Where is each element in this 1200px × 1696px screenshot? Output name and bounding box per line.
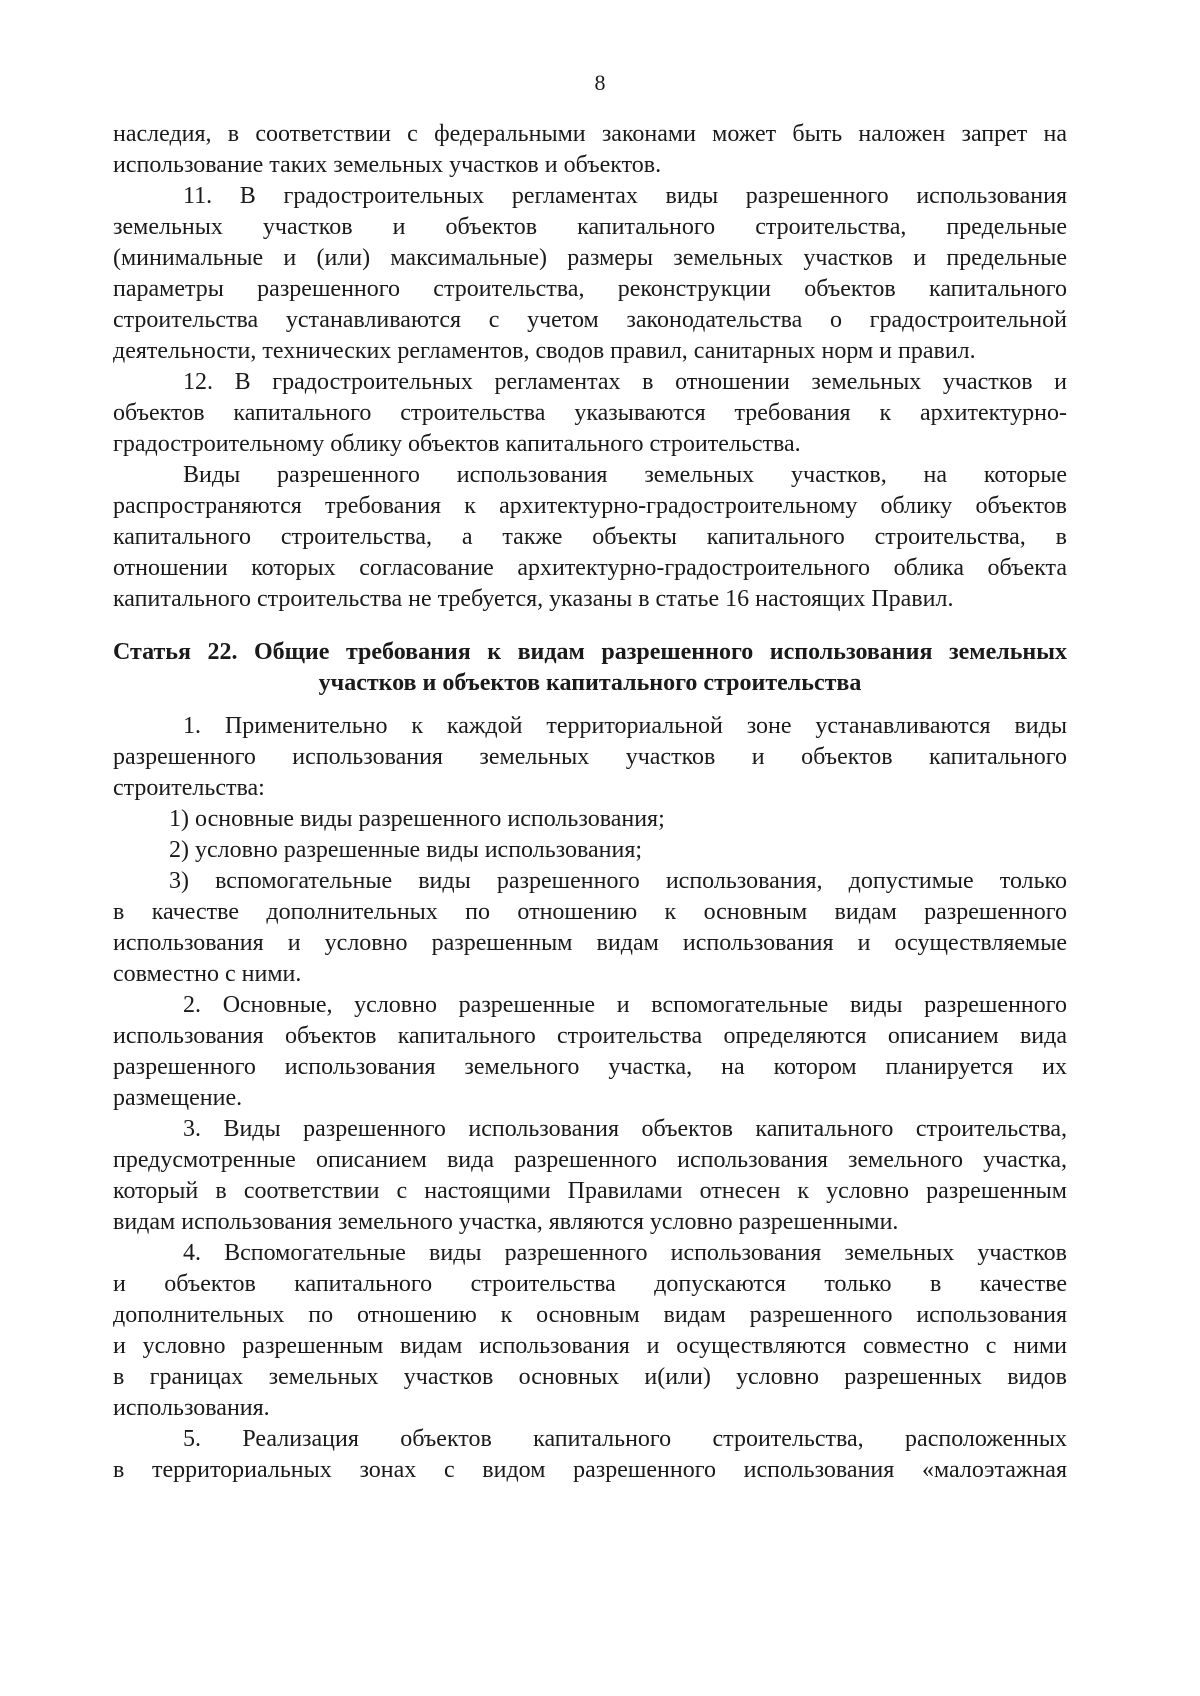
article-item-3 [113,1114,1067,1238]
text-line: отношении которых согласование архитектурно-градостроительного облика объекта [113,555,1067,581]
document-body [113,119,1067,1486]
article-heading-line: Статья 22. Общие требования к видам разрешенного использования земельных [113,639,1067,665]
spacer [113,615,1067,637]
text-line: 5. Реализация объектов капитального строительства, расположенных [183,1426,1067,1452]
text-line: и объектов капитального строительства допускаются только в качестве [113,1271,1067,1297]
text-line: объектов капитального строительства указываются требования к архитектурно- [113,400,1067,426]
article-heading-line: участков и объектов капитального строительства [318,670,862,696]
text-line: разрешенного использования земельных участков и объектов капитального [113,744,1067,770]
text-line: который в соответствии с настоящими Правилами отнесен к условно разрешенным [113,1178,1067,1204]
text-line: и условно разрешенным видам использования и осуществляются совместно с ними [113,1333,1067,1359]
text-line: строительства устанавливаются с учетом законодательства о градостроительной [113,307,1067,333]
text-line: 11. В градостроительных регламентах виды разрешенного использования [183,183,1067,209]
paragraph-continuation [113,119,1067,181]
article-subitem-3 [113,866,1067,990]
text-line: в границах земельных участков основных и(или) условно разрешенных видов [113,1364,1067,1390]
article-item-1 [113,711,1067,804]
text-line: наследия, в соответствии с федеральными законами может быть наложен запрет на [113,121,1067,147]
text-line: дополнительных по отношению к основным видам разрешенного использования [113,1302,1067,1328]
text-line: капитального строительства не требуется, указаны в статье 16 настоящих Правил. [113,586,954,612]
article-subitem-2 [113,835,1067,866]
text-line: использования. [113,1395,270,1421]
text-line: строительства: [113,775,265,801]
text-line: в качестве дополнительных по отношению к основным видам разрешенного [113,899,1067,925]
paragraph-item-11 [113,181,1067,367]
text-line: 3) вспомогательные виды разрешенного использования, допустимые только [169,868,1067,894]
article-item-4 [113,1238,1067,1424]
spacer [113,699,1067,711]
text-line: 3. Виды разрешенного использования объектов капитального строительства, [183,1116,1067,1142]
text-line: 12. В градостроительных регламентах в отношении земельных участков и [183,369,1067,395]
text-line: капитального строительства, а также объекты капитального строительства, в [113,524,1067,550]
text-line: использования и условно разрешенным видам использования и осуществляемые [113,930,1067,956]
text-line: разрешенного использования земельного участка, на котором планируется их [113,1054,1067,1080]
text-line: (минимальные и (или) максимальные) размеры земельных участков и предельные [113,245,1067,271]
text-line: 2) условно разрешенные виды использования; [169,837,643,863]
article-item-5 [113,1424,1067,1486]
text-line: предусмотренные описанием вида разрешенного использования земельного участка, [113,1147,1067,1173]
article-heading [113,637,1067,699]
text-line: видам использования земельного участка, являются условно разрешенными. [113,1209,899,1235]
text-line: 1. Применительно к каждой территориальной зоне устанавливаются виды [183,713,1067,739]
text-line: градостроительному облику объектов капитального строительства. [113,431,801,457]
text-line: параметры разрешенного строительства, реконструкции объектов капитального [113,276,1067,302]
text-line: 4. Вспомогательные виды разрешенного использования земельных участков [183,1240,1067,1266]
article-subitem-1 [113,804,1067,835]
text-line: 2. Основные, условно разрешенные и вспомогательные виды разрешенного [183,992,1067,1018]
paragraph-item-12-types [113,460,1067,615]
text-line: совместно с ними. [113,961,302,987]
article-item-2 [113,990,1067,1114]
paragraph-item-12 [113,367,1067,460]
page-number: 8 [594,70,606,95]
text-line: размещение. [113,1085,243,1111]
text-line: 1) основные виды разрешенного использования; [169,806,665,832]
text-line: распространяются требования к архитектурно-градостроительному облику объектов [113,493,1067,519]
text-line: деятельности, технических регламентов, сводов правил, санитарных норм и правил. [113,338,976,364]
text-line: в территориальных зонах с видом разрешенного использования «малоэтажная [113,1457,1067,1483]
text-line: использования объектов капитального строительства определяются описанием вида [113,1023,1067,1049]
text-line: Виды разрешенного использования земельных участков, на которые [183,462,1067,488]
text-line: земельных участков и объектов капитального строительства, предельные [113,214,1067,240]
text-line: использование таких земельных участков и объектов. [113,152,662,178]
